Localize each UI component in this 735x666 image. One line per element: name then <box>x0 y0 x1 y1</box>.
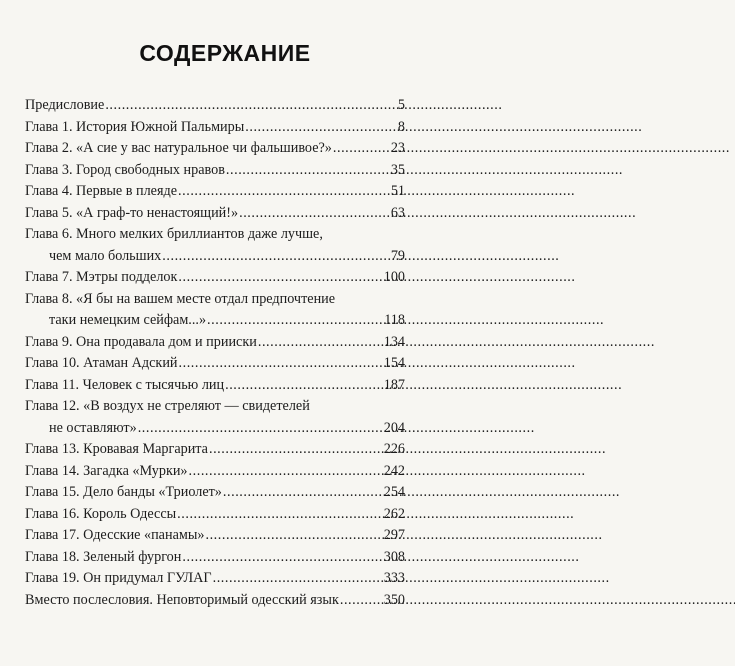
toc-page-number: 5 <box>397 97 405 113</box>
toc-entry <box>25 525 405 547</box>
toc-page-number: 134 <box>383 333 405 350</box>
toc-entry-title: Глава 11. Человек с тысячью лиц <box>25 376 225 393</box>
toc-entry-title: Глава 8. «Я бы на вашем месте отдал предпочтение <box>25 290 336 307</box>
dot-leader <box>225 375 383 397</box>
toc-entry <box>25 375 405 397</box>
toc-entry-title: Глава 5. «А граф-то ненастоящий!» <box>25 204 239 221</box>
toc-entry-continuation <box>25 246 405 268</box>
dot-leader <box>258 332 383 354</box>
dot-leader <box>245 117 397 139</box>
toc-entry-title: Глава 4. Первые в плеяде <box>25 183 178 199</box>
toc-entry <box>25 267 405 289</box>
dot-leader <box>178 181 390 203</box>
dot-leader <box>179 353 383 375</box>
toc-page-number: 226 <box>383 441 405 457</box>
toc-page-number: 262 <box>383 505 405 522</box>
toc-entry <box>25 482 405 504</box>
toc-page-number: 23 <box>390 140 405 156</box>
dot-leader <box>205 525 382 547</box>
toc-page-number: 100 <box>383 269 405 285</box>
toc-entry-continuation <box>25 310 405 332</box>
toc-entry <box>25 396 405 439</box>
dot-leader <box>226 160 390 182</box>
toc-entry-title: Глава 1. История Южной Пальмиры <box>25 118 245 135</box>
toc-page-number: 35 <box>390 161 405 178</box>
toc-page-number: 350 <box>383 591 405 608</box>
dot-leader <box>177 504 383 526</box>
dot-leader <box>178 267 382 289</box>
dot-leader <box>239 203 390 225</box>
toc-entry-title: Глава 16. Король Одессы <box>25 505 177 522</box>
dot-leader <box>182 547 382 569</box>
toc-entry <box>25 568 405 590</box>
toc-page-number: 154 <box>383 355 405 371</box>
toc-entry-title: Глава 12. «В воздух не стреляют — свидетелей <box>25 398 310 414</box>
toc-entry-title: Глава 18. Зеленый фургон <box>25 548 182 565</box>
toc-page-number: 254 <box>383 484 405 500</box>
toc-entry-title-continued: таки немецким сейфам...» <box>49 312 207 328</box>
dot-leader <box>207 310 383 332</box>
toc-entry <box>25 547 405 569</box>
toc-entry-title: Глава 19. Он придумал ГУЛАГ <box>25 570 212 586</box>
dot-leader <box>162 246 390 268</box>
toc-page-number: 308 <box>383 548 405 565</box>
table-of-contents <box>25 95 405 611</box>
toc-entry <box>25 224 405 267</box>
toc-page-number: 8 <box>397 118 405 135</box>
dot-leader <box>340 590 383 612</box>
toc-page-number: 333 <box>383 570 405 586</box>
toc-entry-title: Глава 2. «А сие у вас натуральное чи фальшивое?» <box>25 140 332 156</box>
toc-entry <box>25 95 405 117</box>
toc-entry <box>25 353 405 375</box>
toc-entry-continuation <box>25 418 405 440</box>
toc-entry-title: Глава 6. Много мелких бриллиантов даже лучше, <box>25 226 323 242</box>
toc-entry <box>25 461 405 483</box>
toc-entry <box>25 203 405 225</box>
toc-entry <box>25 117 405 139</box>
dot-leader <box>189 461 383 483</box>
toc-entry-title-continued: не оставляют» <box>49 419 137 436</box>
toc-page-number: 79 <box>390 247 405 264</box>
dot-leader <box>138 418 383 440</box>
toc-page-number: 187 <box>383 376 405 393</box>
toc-entry <box>25 181 405 203</box>
toc-entry-title: Глава 15. Дело банды «Триолет» <box>25 484 222 500</box>
toc-page-number: 297 <box>383 527 405 543</box>
toc-entry <box>25 504 405 526</box>
dot-leader <box>333 138 390 160</box>
toc-entry-title: Глава 14. Загадка «Мурки» <box>25 462 188 479</box>
toc-page-number: 118 <box>384 312 405 328</box>
toc-entry <box>25 590 405 612</box>
toc-page-number: 204 <box>383 419 405 436</box>
page-title: СОДЕРЖАНИЕ <box>139 40 311 66</box>
dot-leader <box>105 95 397 117</box>
toc-entry-title: Глава 9. Она продавала дом и прииски <box>25 333 257 350</box>
dot-leader <box>223 482 383 504</box>
toc-entry-title: Глава 10. Атаман Адский <box>25 355 178 371</box>
toc-page-number: 51 <box>390 183 405 199</box>
toc-entry-title: Глава 7. Мэтры подделок <box>25 269 178 285</box>
toc-entry-title: Предисловие <box>25 97 105 113</box>
toc-entry <box>25 289 405 332</box>
toc-entry-title: Глава 17. Одесские «панамы» <box>25 527 205 543</box>
toc-entry-title-continued: чем мало больших <box>49 247 162 264</box>
toc-entry-title: Глава 13. Кровавая Маргарита <box>25 441 208 457</box>
toc-entry <box>25 439 405 461</box>
toc-page-number: 63 <box>390 204 405 221</box>
dot-leader <box>213 568 383 590</box>
toc-page-number: 242 <box>383 462 405 479</box>
toc-entry <box>25 160 405 182</box>
toc-entry-title: Вместо послесловия. Неповторимый одесский язык <box>25 591 339 608</box>
dot-leader <box>209 439 383 461</box>
toc-entry <box>25 332 405 354</box>
toc-entry-title: Глава 3. Город свободных нравов <box>25 161 225 178</box>
toc-entry <box>25 138 405 160</box>
